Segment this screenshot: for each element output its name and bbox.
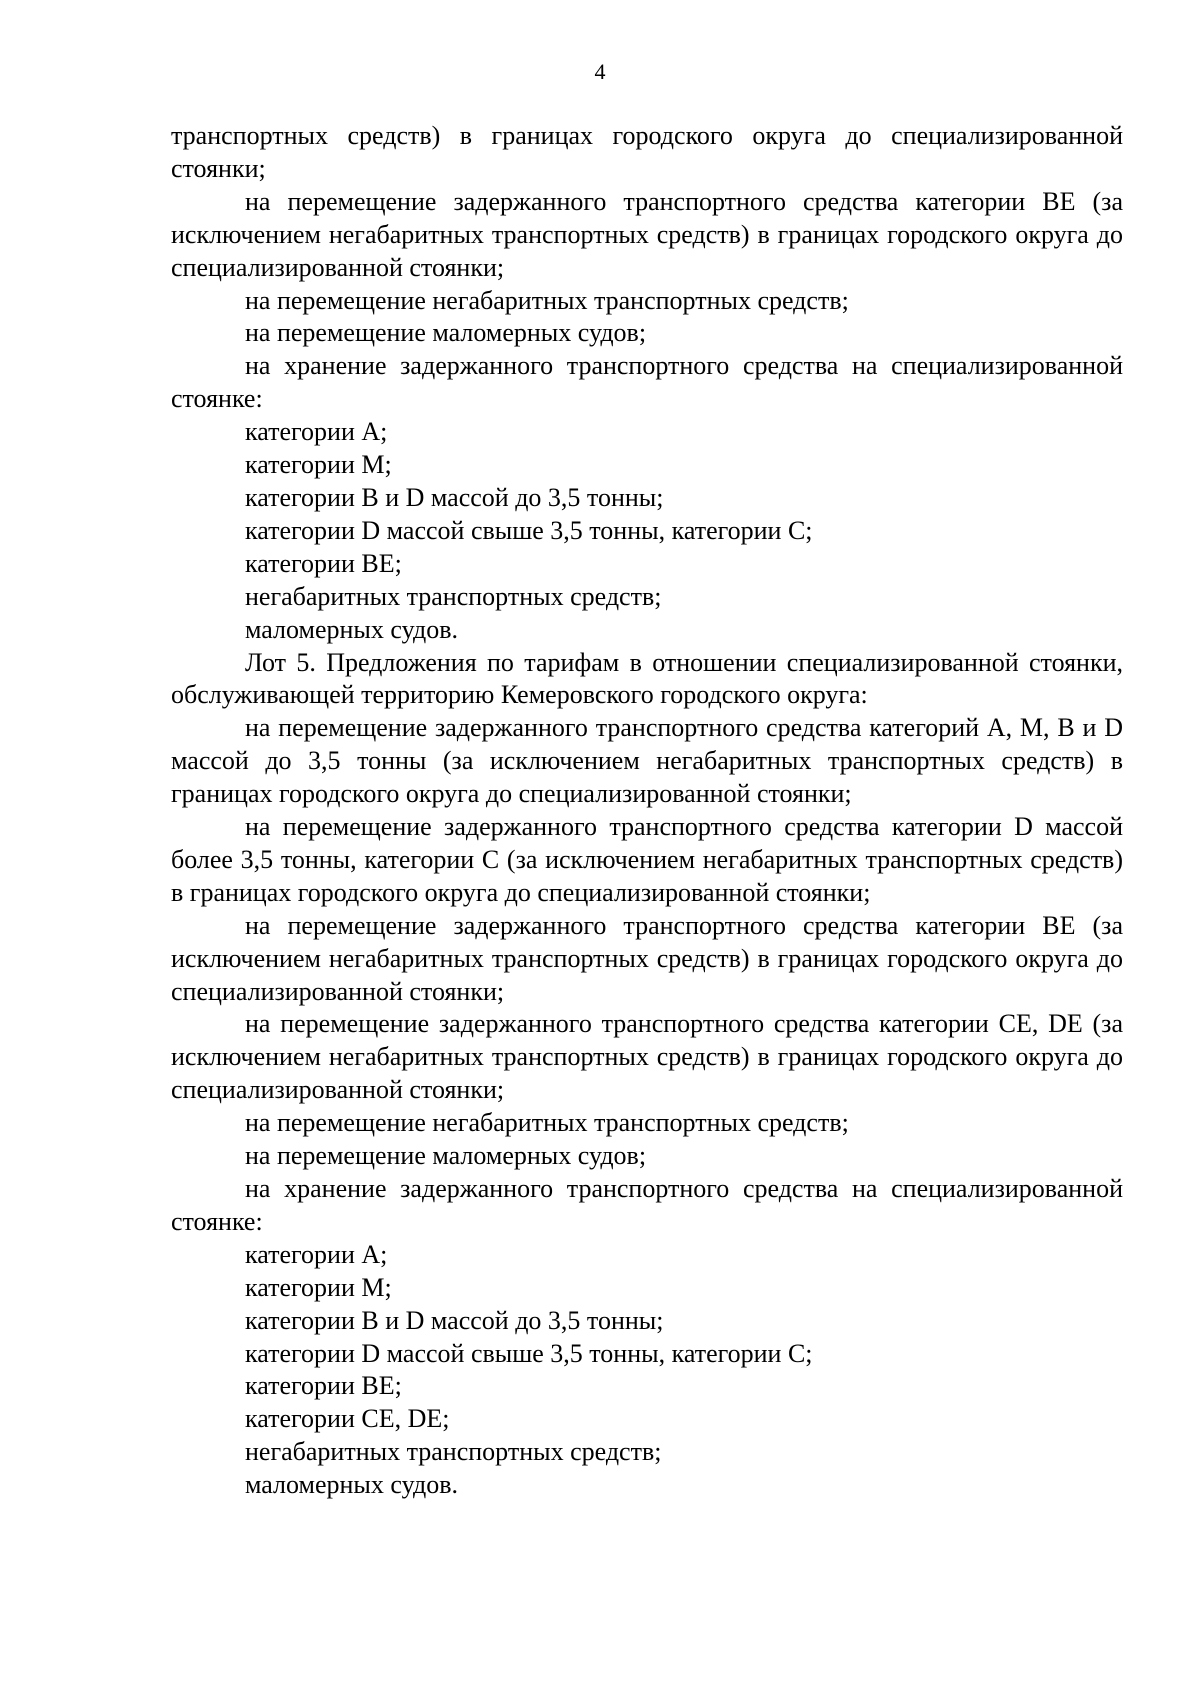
paragraph: категории А; [245, 1239, 388, 1269]
page-number: 4 [594, 59, 606, 84]
paragraph: негабаритных транспортных средств; [245, 581, 662, 611]
paragraph: на хранение задержанного транспортного средства на специализированной стоянке: [171, 351, 1123, 414]
paragraph: на перемещение негабаритных транспортных средств; [245, 285, 849, 315]
paragraph: негабаритных транспортных средств; [245, 1437, 662, 1467]
paragraph: маломерных судов. [245, 1470, 458, 1500]
paragraph: категории В и D массой до 3,5 тонны; [245, 482, 664, 512]
paragraph: на перемещение негабаритных транспортных средств; [245, 1108, 849, 1138]
paragraph: на хранение задержанного транспортного средства на специализированной стоянке: [171, 1174, 1123, 1236]
paragraph: категории М; [245, 1272, 392, 1302]
document-body [171, 120, 1123, 1502]
paragraph: категории D массой свыше 3,5 тонны, категории С; [245, 515, 813, 545]
paragraph: категории СЕ, DE; [245, 1404, 450, 1434]
paragraph: на перемещение задержанного транспортного средства категории СЕ, DE (за исключением негабаритных транспортных средств) в границах городского округа до специализированной стоянки; [171, 1009, 1123, 1105]
paragraph: категории М; [245, 450, 392, 480]
paragraph: на перемещение маломерных судов; [245, 318, 647, 348]
paragraph: транспортных средств) в границах городского округа до специализированной стоянки; [171, 121, 1123, 183]
paragraph: маломерных судов. [245, 614, 458, 644]
paragraph: категории D массой свыше 3,5 тонны, категории С; [245, 1338, 813, 1368]
paragraph: категории ВЕ; [245, 548, 402, 578]
paragraph: категории ВЕ; [245, 1371, 402, 1401]
paragraph: на перемещение задержанного транспортного средства категории ВЕ (за исключением негабаритных транспортных средств) в границах городского округа до специализированной стоянки; [171, 910, 1123, 1006]
paragraph: на перемещение маломерных судов; [245, 1141, 647, 1171]
paragraph: категории А; [245, 417, 388, 447]
paragraph: на перемещение задержанного транспортного средства категорий А, М, В и D массой до 3,5 тонны (за исключением негабаритных транспортных средств) в границах городского округа до специализированной стоянки; [171, 713, 1123, 809]
paragraph: на перемещение задержанного транспортного средства категории D массой более 3,5 тонны, категории С (за исключением негабаритных транспортных средств) в границах городского округа до специализированной стоянки; [171, 812, 1123, 907]
paragraph: Лот 5. Предложения по тарифам в отношении специализированной стоянки, обслуживающей территорию Кемеровского городского округа: [171, 647, 1123, 710]
paragraph: категории В и D массой до 3,5 тонны; [245, 1305, 664, 1335]
paragraph: на перемещение задержанного транспортного средства категории ВЕ (за исключением негабаритных транспортных средств) в границах городского округа до специализированной стоянки; [171, 186, 1123, 282]
